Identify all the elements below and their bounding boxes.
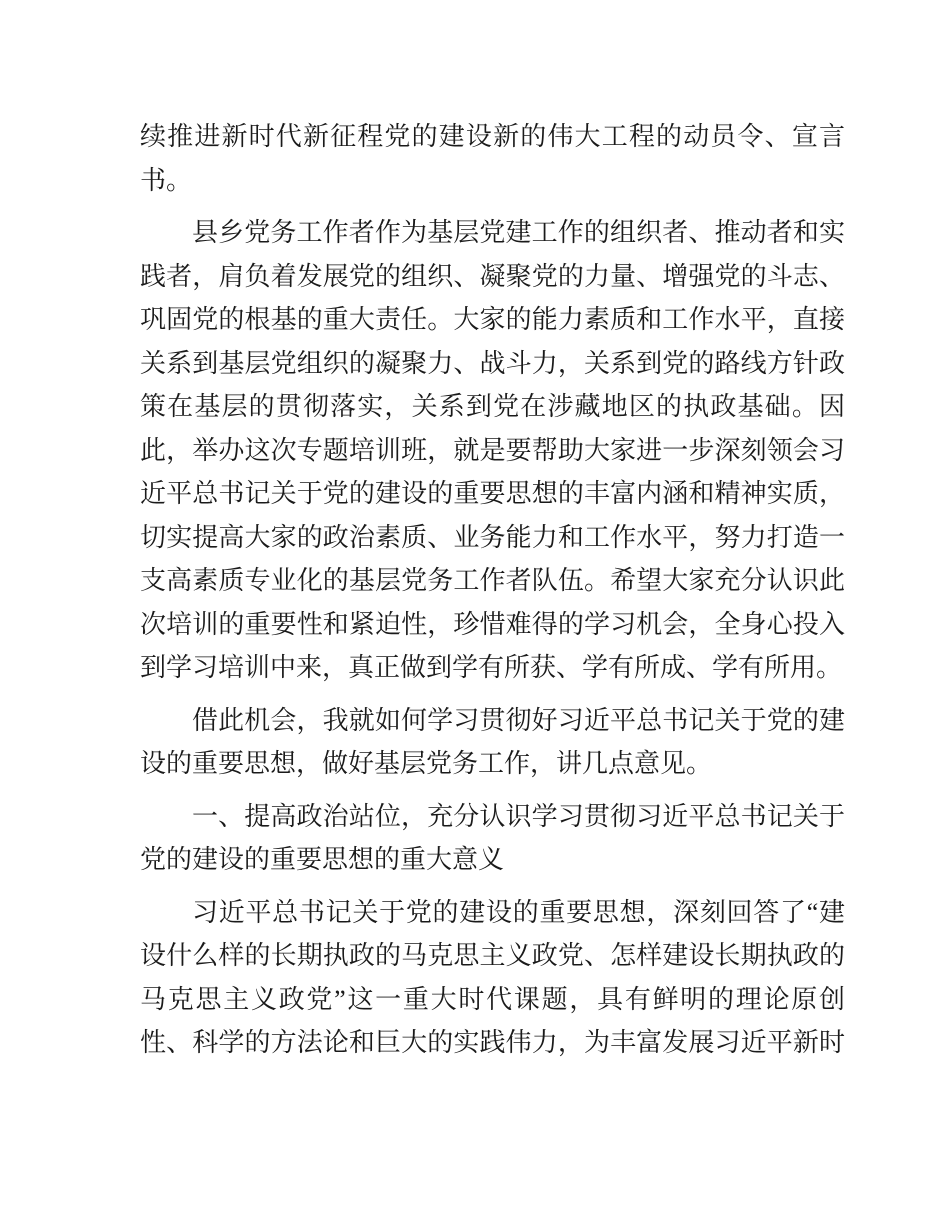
document-text [140, 115, 845, 1065]
text-line: 习近平总书记关于党的建设的重要思想，深刻回答了“建 [192, 897, 845, 927]
text-line: 到学习培训中来，真正做到学有所获、学有所成、学有所用。 [140, 653, 843, 682]
text-line: 践者，肩负着发展党的组织、凝聚党的力量、增强党的斗志、 [140, 261, 845, 291]
text-line: 县乡党务工作者作为基层党建工作的组织者、推动者和实 [192, 218, 845, 247]
text-line: 设什么样的长期执政的马克思主义政党、怎样建设长期执政的 [140, 941, 845, 970]
text-line: 巩固党的根基的重大责任。大家的能力素质和工作水平，直接 [140, 305, 845, 334]
text-line: 支高素质专业化的基层党务工作者队伍。希望大家充分认识此 [140, 566, 845, 595]
paragraph-significance [140, 891, 845, 1065]
text-line: 书。 [140, 165, 193, 195]
text-line: 性、科学的方法论和巨大的实践伟力，为丰富发展习近平新时 [140, 1028, 845, 1057]
text-line: 策在基层的贯彻落实，关系到党在涉藏地区的执政基础。因 [140, 392, 845, 421]
paragraph-transition [140, 699, 845, 786]
text-line: 马克思主义政党”这一重大时代课题，具有鲜明的理论原创 [140, 984, 845, 1014]
text-line: 近平总书记关于党的建设的重要思想的丰富内涵和精神实质， [140, 479, 845, 508]
heading-line: 党的建设的重要思想的重大意义 [140, 845, 505, 874]
text-line: 设的重要思想，做好基层党务工作，讲几点意见。 [140, 749, 713, 778]
section-heading [140, 795, 845, 882]
paragraph-responsibility [140, 211, 845, 690]
text-line: 关系到基层党组织的凝聚力、战斗力，关系到党的路线方针政 [140, 348, 845, 378]
text-line: 续推进新时代新征程党的建设新的伟大工程的动员令、宣言 [140, 122, 845, 151]
text-line: 切实提高大家的政治素质、业务能力和工作水平，努力打造一 [140, 522, 845, 552]
paragraph-continuation [140, 115, 845, 202]
text-line: 借此机会，我就如何学习贯彻好习近平总书记关于党的建 [192, 705, 845, 735]
text-line: 此，举办这次专题培训班，就是要帮助大家进一步深刻领会习 [140, 435, 845, 465]
heading-line: 一、提高政治站位，充分认识学习贯彻习近平总书记关于 [192, 801, 845, 831]
text-line: 次培训的重要性和紧迫性，珍惜难得的学习机会，全身心投入 [140, 609, 845, 639]
